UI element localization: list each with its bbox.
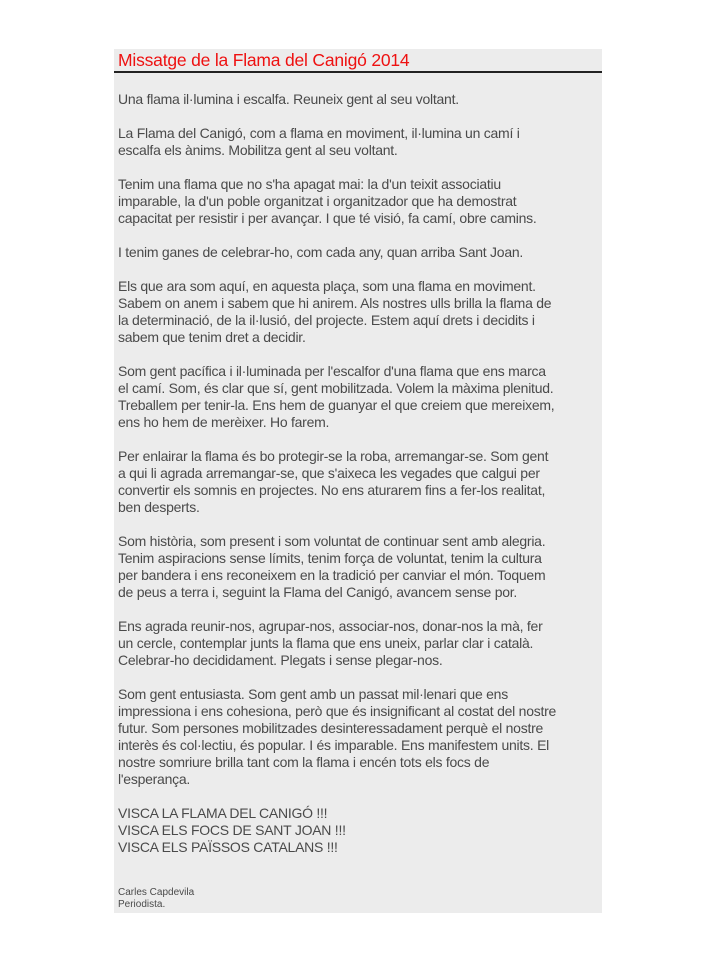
message-paragraph: [118, 176, 596, 227]
signature-block: [118, 887, 194, 911]
paragraph-line: Som gent entusiasta. Som gent amb un passat mil·lenari que ens: [118, 686, 508, 702]
paragraph-line: la determinació, de la il·lusió, del projecte. Estem aquí drets i decidits i: [118, 312, 535, 328]
paragraph-line: l'esperança.: [118, 771, 191, 787]
paragraph-line: Sabem on anem i sabem que hi anirem. Als nostres ulls brilla la flama de: [118, 295, 552, 311]
document-title: Missatge de la Flama del Canigó 2014: [118, 50, 410, 70]
paragraph-line: futur. Som persones mobilitzades desinteressadament perquè el nostre: [118, 720, 544, 736]
paragraph-line: Per enlairar la flama és bo protegir-se la roba, arremangar-se. Som gent: [118, 448, 549, 464]
paragraph-line: Tenim una flama que no s'ha apagat mai: la d'un teixit associatiu: [118, 176, 501, 192]
message-paragraph: [118, 244, 596, 261]
paragraph-line: de peus a terra i, seguint la Flama del Canigó, avancem sense por.: [118, 584, 518, 600]
paragraph-line: impressiona i ens cohesiona, però que és insignificant al costat del nostre: [118, 703, 557, 719]
paragraph-line: Els que ara som aquí, en aquesta plaça, som una flama en moviment.: [118, 278, 536, 294]
paragraph-line: Una flama il·lumina i escalfa. Reuneix gent al seu voltant.: [118, 91, 459, 107]
message-paragraph: [118, 448, 596, 516]
slogan-line: VISCA ELS FOCS DE SANT JOAN !!!: [118, 822, 346, 838]
paragraph-line: convertir els somnis en projectes. No ens aturarem fins a fer-los realitat,: [118, 482, 546, 498]
paragraph-line: ben desperts.: [118, 499, 200, 515]
paragraph-line: sabem que tenim dret a decidir.: [118, 329, 306, 345]
paragraph-line: I tenim ganes de celebrar-ho, com cada any, quan arriba Sant Joan.: [118, 244, 524, 260]
paragraph-line: Som gent pacífica i il·luminada per l'escalfor d'una flama que ens marca: [118, 363, 546, 379]
message-body: [118, 91, 596, 873]
paragraph-line: imparable, la d'un poble organitzat i organitzador que ha demostrat: [118, 193, 517, 209]
paragraph-line: Celebrar-ho decididament. Plegats i sense plegar-nos.: [118, 652, 443, 668]
paragraph-line: La Flama del Canigó, com a flama en moviment, il·lumina un camí i: [118, 125, 520, 141]
message-paragraph: [118, 125, 596, 159]
paragraph-line: nostre somriure brilla tant com la flama i encén tots els focs de: [118, 754, 490, 770]
paragraph-line: un cercle, contemplar junts la flama que ens uneix, parlar clar i català.: [118, 635, 534, 651]
document-panel: [114, 49, 602, 913]
paragraph-line: interès és col·lectiu, és popular. I és imparable. Ens manifestem units. El: [118, 737, 550, 753]
paragraph-line: a qui li agrada arremangar-se, que s'aixeca les vegades que calgui per: [118, 465, 540, 481]
message-paragraph: [118, 91, 596, 108]
title-underline: [114, 71, 602, 73]
paragraph-line: Ens agrada reunir-nos, agrupar-nos, associar-nos, donar-nos la mà, fer: [118, 618, 543, 634]
message-paragraph: [118, 686, 596, 788]
author-role: Periodista.: [118, 899, 166, 910]
paragraph-line: escalfa els ànims. Mobilitza gent al seu voltant.: [118, 142, 398, 158]
paragraph-line: el camí. Som, és clar que sí, gent mobilitzada. Volem la màxima plenitud.: [118, 380, 554, 396]
paragraph-line: Tenim aspiracions sense límits, tenim força de voluntat, tenim la cultura: [118, 550, 542, 566]
slogan-line: VISCA LA FLAMA DEL CANIGÓ !!!: [118, 805, 328, 821]
message-paragraph: [118, 363, 596, 431]
paragraph-line: ens ho hem de merèixer. Ho farem.: [118, 414, 330, 430]
message-paragraph: [118, 278, 596, 346]
message-paragraph: [118, 533, 596, 601]
paragraph-line: per bandera i ens reconeixem en la tradició per canviar el món. Toquem: [118, 567, 546, 583]
slogan-line: VISCA ELS PAÏSSOS CATALANS !!!: [118, 839, 338, 855]
author-name: Carles Capdevila: [118, 887, 195, 898]
paragraph-line: capacitat per resistir i per avançar. I que té visió, fa camí, obre camins.: [118, 210, 537, 226]
slogans-block: [118, 805, 596, 856]
paragraph-line: Som història, som present i som voluntat de continuar sent amb alegria.: [118, 533, 546, 549]
paragraph-line: Treballem per tenir-la. Ens hem de guanyar el que creiem que mereixem,: [118, 397, 555, 413]
message-paragraph: [118, 618, 596, 669]
